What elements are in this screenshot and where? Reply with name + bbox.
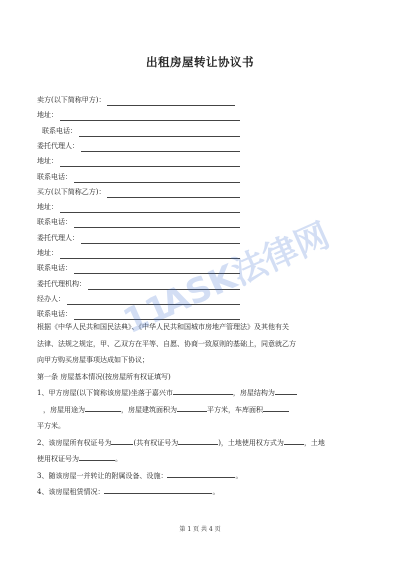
page-footer: 第 1 页 共 4 页 xyxy=(179,526,221,533)
field-label: 委托代理机构： xyxy=(37,279,86,288)
watermark-text: ASK法律网 xyxy=(155,215,336,325)
field-blank-line xyxy=(74,227,240,228)
field-label: 地址： xyxy=(37,203,58,212)
field-blank-line xyxy=(79,136,240,137)
field-label: 经办人： xyxy=(37,294,65,303)
field-label: 联系电话： xyxy=(37,172,72,181)
field-blank-line xyxy=(81,151,240,152)
field-blank-line xyxy=(107,105,235,106)
article-1-item-1: 1、甲方房屋(以下简称该房屋)坐落于嘉兴市 ，房屋结构为 xyxy=(37,385,367,402)
field-blank-line xyxy=(67,304,240,305)
field-label: 委托代理人： xyxy=(37,141,79,150)
field-blank-line xyxy=(81,243,240,244)
article-1-item-1-cont: ，房屋用途为 ，房屋建筑面积为 平方米，车库面积 xyxy=(37,402,367,419)
article-1-item-3: 3、随该房屋一并转让的附属设备、设施： 。 xyxy=(37,471,243,480)
intro-line-1: 根据《中华人民共和国民法典》、《中华人民共和国城市房地产管理法》及其他有关 xyxy=(37,323,289,331)
article-1-heading: 第一条 房屋基本情况(按房屋所有权证填写) xyxy=(37,372,171,381)
field-label: 地址： xyxy=(37,111,58,120)
field-blank-line xyxy=(60,258,240,259)
watermark-prefix: 11 xyxy=(117,286,177,342)
article-1-item-1-end: 平方米。 xyxy=(37,422,65,430)
field-label: 地址： xyxy=(37,249,58,257)
field-blank-line xyxy=(107,197,240,198)
article-1-item-2-cont: 使用权证号为 。 xyxy=(37,455,122,463)
article-1-item-4: 4、该房屋租赁情况： 。 xyxy=(37,488,220,496)
field-blank-line xyxy=(74,182,240,183)
field-label: 联系电话： xyxy=(42,126,77,135)
intro-line-2: 法律、法规之规定，甲、乙双方在平等、自愿、协商一致原则的基础上，同意就乙方 xyxy=(37,339,296,348)
field-blank-line xyxy=(88,289,240,290)
field-blank-line xyxy=(60,166,240,167)
article-1-item-2: 2、该房屋所有权证号为 (共有权证号为 )，土地使用权方式为 ，土地 xyxy=(37,438,325,447)
field-label: 买方(以下简称乙方)： xyxy=(37,187,106,196)
document-title: 出租房屋转让协议书 xyxy=(146,55,254,69)
intro-paragraph xyxy=(37,319,367,501)
field-label: 联系电话： xyxy=(37,310,72,319)
field-blank-line xyxy=(60,212,240,213)
field-label: 联系电话： xyxy=(37,264,72,273)
field-label: 委托代理人： xyxy=(37,233,79,242)
field-label: 地址： xyxy=(37,157,58,166)
field-blank-line xyxy=(74,273,240,274)
field-blank-line xyxy=(60,120,240,121)
intro-line-3: 向甲方购买房屋事项达成如下协议； xyxy=(37,356,149,364)
field-label: 卖方(以下简称甲方)： xyxy=(37,96,106,104)
field-label: 联系电话： xyxy=(37,218,72,227)
